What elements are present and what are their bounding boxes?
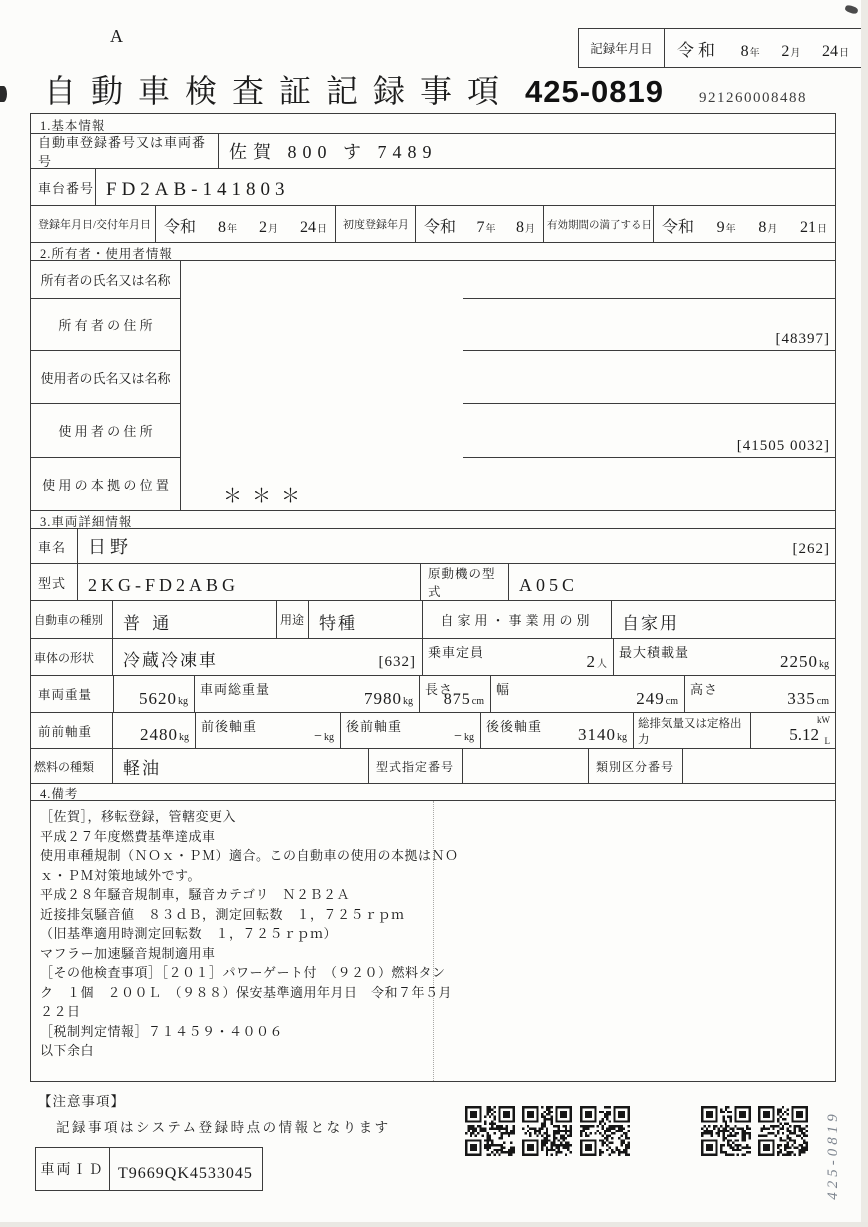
first-reg-label: 初度登録年月	[336, 206, 416, 242]
body-shape-value: 冷蔵冷凍車 [632]	[113, 639, 423, 675]
chassis-number-label: 車台番号	[31, 169, 96, 205]
length-value: 875cm	[443, 691, 484, 708]
remark-line: 平成２８年騒音規制車，騒音カテゴリ Ｎ２Ｂ２Ａ	[40, 887, 350, 902]
width-label: 幅	[496, 682, 511, 697]
remarks-box	[31, 801, 835, 1081]
private-business-label: 自家用・事業用の別	[423, 601, 612, 638]
axle-fr-cell	[196, 713, 341, 748]
remark-line: ２２日	[40, 1004, 81, 1019]
vehicle-weight-cell	[114, 676, 195, 712]
qr-code-2	[522, 1106, 572, 1156]
displacement-label: 総排気量又は定格出力	[634, 713, 751, 748]
axles-row	[31, 713, 835, 749]
user-address-label: 使 用 者 の 住 所	[31, 404, 181, 458]
category-label: 自動車の種別	[31, 601, 113, 638]
base-location-value	[181, 458, 835, 510]
engine-model-label: 原動機の型式	[421, 564, 509, 600]
section-vehicle-heading: 3.車両詳細情報	[31, 511, 835, 529]
remark-line: ［その他検査事項］［２０１］パワーゲート付 （９２０）燃料タン	[40, 965, 446, 980]
expiry-value: 令和 9年 8月 21日	[654, 206, 835, 242]
body-shape-label: 車体の形状	[31, 639, 113, 675]
dates-row	[31, 206, 835, 243]
fuel-row	[31, 749, 835, 784]
remarks-column-divider	[433, 801, 434, 1081]
record-date-day: 24日	[821, 43, 849, 60]
record-date-box	[578, 28, 862, 68]
remark-line: 平成２７年度燃費基準達成車	[40, 828, 216, 844]
notice-heading: 【注意事項】	[38, 1094, 125, 1109]
fuel-value: 軽油	[113, 749, 369, 783]
capacity-label: 乗車定員	[428, 645, 485, 660]
qr-code-3	[580, 1106, 630, 1156]
owner-name-row	[31, 261, 835, 299]
user-name-value	[181, 351, 835, 404]
record-date-value	[665, 29, 861, 67]
axle-rf-label: 後前軸重	[346, 719, 403, 734]
certificate-table	[30, 113, 836, 1082]
owner-address-value	[181, 299, 835, 351]
car-name-value: 日野 [262]	[78, 529, 835, 563]
reg-date-value: 令和 8年 2月 24日	[156, 206, 336, 242]
vehicle-id-label: 車両ＩＤ	[36, 1148, 110, 1190]
qr-code-4	[701, 1106, 751, 1156]
notice-text: 記録事項はシステム登録時点の情報となります	[56, 1120, 391, 1135]
user-address-code: [41505 0032]	[736, 438, 830, 454]
qr-code-1	[465, 1106, 515, 1156]
class-number-value	[683, 749, 835, 783]
doc-number-stamp: 425-0819	[525, 74, 665, 109]
reg-number-row	[31, 134, 835, 169]
scan-edge-bottom	[0, 1222, 868, 1227]
displacement-liter-unit: L	[824, 736, 830, 746]
width-value: 249cm	[636, 689, 678, 708]
remark-line: ［税制判定情報］７１４５９・４００６	[40, 1023, 284, 1039]
engine-model-value: A05C	[519, 575, 579, 595]
vehicle-weight-label: 車両重量	[31, 676, 114, 712]
remark-line: ク １個 ２００Ｌ （９８８）保安基準適用年月日 令和７年５月	[40, 984, 453, 1000]
remark-line: ［佐賀］，移転登録，管轄変更入	[40, 809, 237, 824]
height-value: 335cm	[787, 689, 829, 708]
car-name-row	[31, 529, 835, 564]
axle-rf-value: −kg	[454, 729, 474, 744]
record-date-year: 8年	[740, 43, 760, 60]
base-location-stars: ＊＊＊	[223, 486, 311, 507]
owner-name-value	[181, 261, 835, 299]
body-shape-code: [632]	[378, 654, 416, 670]
length-cell	[420, 676, 491, 712]
base-location-row	[31, 458, 835, 511]
record-date-era: 令和	[677, 41, 719, 60]
axle-rr-label: 後後軸重	[486, 719, 543, 734]
base-location-label: 使 用 の 本 拠 の 位 置	[31, 458, 181, 510]
axle-fr-label: 前後軸重	[201, 719, 258, 734]
category-value: 普 通	[113, 601, 277, 638]
vehicle-id-value: T9669QK4533045	[118, 1165, 253, 1182]
private-business-value: 自家用	[622, 614, 679, 633]
class-number-label: 類別区分番号	[589, 749, 683, 783]
corner-mark: A	[110, 26, 123, 46]
reg-date-label: 登録年月日/交付年月日	[31, 206, 156, 242]
displacement-value: 5.12	[789, 725, 819, 744]
expiry-era: 令和	[662, 219, 695, 236]
type-designation-label: 型式指定番号	[369, 749, 463, 783]
section-remarks-heading: 4.備考	[31, 784, 835, 801]
remark-line: 近接排気騒音値 ８３ｄＢ，測定回転数 １，７２５ｒｐｍ	[40, 906, 405, 922]
model-value: 2KG-FD2ABG	[78, 564, 421, 600]
section-owner-heading: 2.所有者・使用者情報	[31, 243, 835, 261]
section-basic-heading: 1.基本情報	[31, 114, 835, 134]
axle-ff-label: 前前軸重	[31, 713, 113, 748]
reg-number-value: 佐賀 800 す 7489	[229, 142, 438, 162]
owner-address-code: [48397]	[775, 331, 830, 347]
owner-name-label: 所有者の氏名又は名称	[31, 261, 181, 299]
page-title: 自動車検査証記録事項	[44, 73, 515, 109]
user-name-row	[31, 351, 835, 404]
first-reg-era: 令和	[424, 219, 457, 236]
owner-address-row	[31, 299, 835, 351]
scan-smudge-left	[0, 86, 7, 102]
body-shape-row	[31, 639, 835, 676]
qr-code-5	[758, 1106, 808, 1156]
remark-line: （旧基準適用時測定回転数 １，７２５ｒｐｍ）	[40, 926, 338, 941]
height-cell	[685, 676, 835, 712]
scan-edge-right	[861, 0, 868, 1227]
max-load-label: 最大積載量	[619, 645, 690, 660]
axle-rr-value: 3140kg	[578, 725, 627, 744]
displacement-cell	[751, 713, 835, 748]
remark-line: 使用車種規制（ＮＯｘ・ＰＭ）適合。この自動車の使用の本拠はＮＯ	[40, 848, 459, 863]
user-address-value	[181, 404, 835, 458]
width-cell	[491, 676, 685, 712]
weights-row	[31, 676, 835, 713]
fuel-label: 燃料の種類	[31, 749, 113, 783]
use-type-label: 用途	[277, 601, 309, 638]
expiry-label: 有効期間の満了する日	[544, 206, 654, 242]
model-row	[31, 564, 835, 601]
handwritten-note: 425-0819	[825, 1110, 841, 1200]
scan-smudge-top-right	[844, 4, 859, 15]
user-name-label: 使用者の氏名又は名称	[31, 351, 181, 404]
gross-weight-label: 車両総重量	[200, 682, 271, 697]
max-load-cell	[614, 639, 835, 675]
axle-fr-value: −kg	[314, 729, 334, 744]
displacement-kw-unit: kW	[817, 715, 830, 725]
car-name-code: [262]	[792, 541, 830, 557]
height-label: 高さ	[690, 682, 719, 697]
axle-rr-cell	[481, 713, 634, 748]
capacity-cell	[423, 639, 614, 675]
record-date-label: 記録年月日	[579, 29, 665, 67]
first-reg-value: 令和 7年 8月	[416, 206, 544, 242]
type-designation-value	[463, 749, 589, 783]
model-label: 型式	[31, 564, 78, 600]
max-load-value: 2250kg	[780, 652, 829, 671]
reg-date-era: 令和	[164, 219, 197, 236]
car-name-label: 車名	[31, 529, 78, 563]
chassis-number-value: FD2AB-141803	[106, 179, 290, 200]
use-type-value: 特種	[309, 601, 423, 638]
vehicle-weight-value: 5620kg	[139, 689, 188, 708]
gross-weight-value: 7980kg	[364, 689, 413, 708]
category-row	[31, 601, 835, 639]
axle-ff-value: 2480kg	[140, 725, 189, 744]
capacity-value: 2人	[586, 652, 607, 671]
axle-rf-cell	[341, 713, 481, 748]
remark-line: 以下余白	[40, 1043, 95, 1058]
gross-weight-cell	[195, 676, 420, 712]
reg-number-label: 自動車登録番号又は車両番号	[31, 134, 219, 168]
vehicle-id-box	[35, 1147, 263, 1191]
record-date-month: 2月	[781, 43, 801, 60]
length-label: 長さ	[425, 682, 454, 697]
remark-line: マフラー加速騒音規制適用車	[40, 945, 216, 961]
axle-ff-cell	[113, 713, 196, 748]
serial-number: 921260008488	[699, 90, 807, 106]
remark-line: ｘ・ＰＭ対策地域外です。	[40, 867, 201, 883]
owner-address-label: 所 有 者 の 住 所	[31, 299, 181, 351]
chassis-number-row	[31, 169, 835, 206]
user-address-row	[31, 404, 835, 458]
